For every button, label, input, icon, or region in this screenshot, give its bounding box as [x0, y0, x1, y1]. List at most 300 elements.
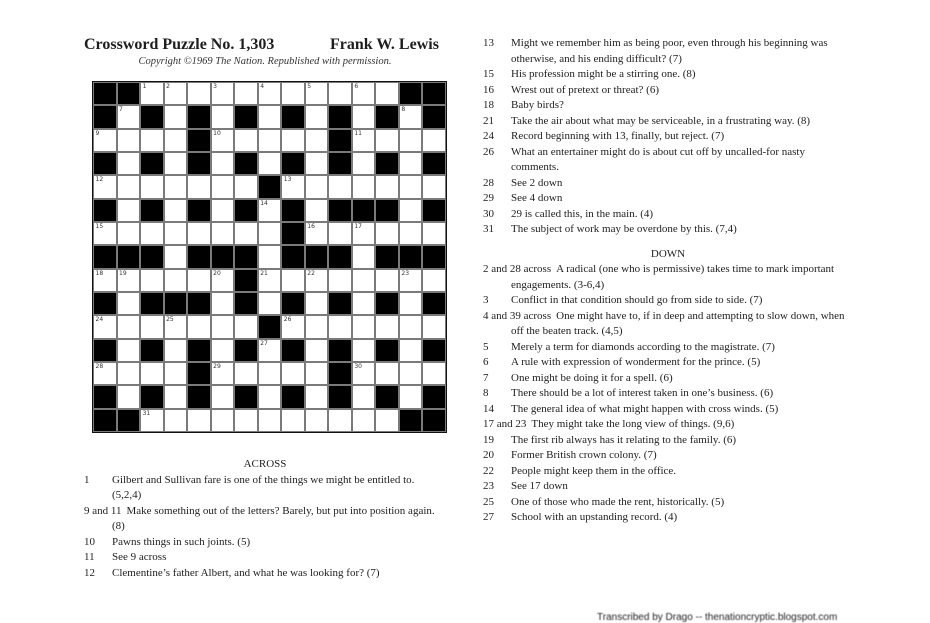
grid-cell[interactable] [305, 409, 329, 432]
grid-cell[interactable] [164, 409, 188, 432]
grid-cell-black [93, 409, 117, 432]
grid-cell-black [375, 105, 399, 128]
grid-cell[interactable] [399, 339, 423, 362]
grid-cell-black [258, 315, 282, 338]
grid-cell[interactable] [422, 362, 446, 385]
grid-cell[interactable] [258, 269, 282, 292]
grid-cell[interactable] [352, 339, 376, 362]
clue-number: 21 [483, 114, 494, 127]
grid-cell[interactable] [399, 105, 423, 128]
grid-cell[interactable] [375, 175, 399, 198]
cell-number: 7 [119, 106, 123, 114]
grid-cell[interactable] [211, 82, 235, 105]
grid-cell-black [258, 175, 282, 198]
grid-cell[interactable] [164, 315, 188, 338]
clue-text: See 9 across [112, 551, 167, 563]
clue-number: 24 [483, 130, 494, 142]
across-clue [84, 566, 446, 582]
grid-cell-black [187, 292, 211, 315]
grid-cell-black [140, 105, 164, 128]
grid-cell[interactable] [164, 339, 188, 362]
clue-text: Take the air about what may be serviceable, in a frustrating way. (8) [511, 114, 811, 127]
grid-cell-black [234, 152, 258, 175]
grid-cell[interactable] [234, 315, 258, 338]
down-clue [483, 340, 853, 356]
clue-text: The general idea of what might happen with cross winds. (5) [511, 402, 779, 415]
clue-number: 8 [483, 387, 489, 399]
grid-cell-black [399, 82, 423, 105]
grid-cell-black [234, 245, 258, 268]
grid-cell-black [422, 245, 446, 268]
grid-cell[interactable] [117, 222, 141, 245]
down-clue [483, 417, 853, 433]
cell-number: 30 [354, 363, 362, 370]
grid-cell-black [328, 339, 352, 362]
grid-cell-black [234, 292, 258, 315]
down-clue [483, 293, 853, 309]
grid-cell[interactable] [211, 292, 235, 315]
grid-cell[interactable] [281, 269, 305, 292]
grid-cell[interactable] [117, 269, 141, 292]
grid-cell[interactable] [305, 82, 329, 105]
grid-cell[interactable] [187, 315, 211, 338]
grid-cell[interactable] [375, 269, 399, 292]
grid-cell[interactable] [258, 245, 282, 268]
grid-cell[interactable] [305, 362, 329, 385]
grid-cell-black [281, 292, 305, 315]
grid-cell[interactable] [93, 315, 117, 338]
grid-cell[interactable] [140, 269, 164, 292]
grid-cell-black [140, 385, 164, 408]
across-clue [483, 129, 853, 145]
grid-cell[interactable] [399, 199, 423, 222]
grid-cell-black [281, 105, 305, 128]
grid-cell[interactable] [140, 175, 164, 198]
grid-cell-black [281, 152, 305, 175]
grid-cell[interactable] [211, 409, 235, 432]
grid-cell[interactable] [93, 269, 117, 292]
clue-number: 25 [483, 495, 494, 508]
grid-cell[interactable] [117, 315, 141, 338]
across-clue [483, 207, 853, 223]
grid-cell[interactable] [328, 175, 352, 198]
clue-text: Make something out of the letters? Barely, but put into position again. (8) [112, 504, 435, 532]
cell-number: 16 [307, 223, 315, 230]
grid-cell[interactable] [375, 362, 399, 385]
grid-cell[interactable] [422, 129, 446, 152]
grid-cell-black [328, 105, 352, 128]
grid-cell-black [375, 245, 399, 268]
grid-cell[interactable] [140, 409, 164, 432]
grid-cell-black [328, 385, 352, 408]
grid-cell[interactable] [375, 129, 399, 152]
grid-cell[interactable] [117, 292, 141, 315]
grid-cell[interactable] [164, 129, 188, 152]
grid-cell[interactable] [422, 175, 446, 198]
grid-cell[interactable] [93, 362, 117, 385]
grid-cell[interactable] [305, 175, 329, 198]
clue-number: 31 [483, 223, 494, 235]
clue-number: 14 [483, 402, 494, 415]
grid-cell-black [187, 245, 211, 268]
grid-cell[interactable] [234, 222, 258, 245]
grid-cell-black [93, 245, 117, 268]
grid-cell[interactable] [352, 292, 376, 315]
grid-cell[interactable] [117, 385, 141, 408]
clue-number: 30 [483, 207, 494, 220]
clue-text: Record beginning with 13, finally, but reject. (7) [511, 130, 725, 142]
grid-cell[interactable] [211, 199, 235, 222]
puzzle-title: Crossword Puzzle No. 1,303 [84, 36, 275, 53]
grid-cell-black [234, 269, 258, 292]
clue-number: 23 [483, 480, 494, 492]
grid-cell-black [328, 362, 352, 385]
grid-cell-black [422, 199, 446, 222]
grid-cell[interactable] [211, 362, 235, 385]
grid-cell-black [281, 339, 305, 362]
grid-cell[interactable] [352, 105, 376, 128]
grid-cell[interactable] [117, 362, 141, 385]
grid-cell[interactable] [399, 129, 423, 152]
cell-number: 9 [95, 129, 100, 137]
grid-cell-black [328, 129, 352, 152]
across-clue [483, 176, 853, 192]
grid-cell[interactable] [328, 409, 352, 432]
grid-cell[interactable] [117, 105, 141, 128]
grid-cell[interactable] [352, 129, 376, 152]
grid-cell[interactable] [305, 385, 329, 408]
grid-cell-black [117, 245, 141, 268]
clue-text: See 4 down [511, 192, 563, 204]
grid-cell[interactable] [211, 129, 235, 152]
cell-number: 11 [354, 129, 362, 137]
grid-cell[interactable] [305, 199, 329, 222]
across-clue [483, 83, 853, 99]
grid-cell[interactable] [422, 315, 446, 338]
grid-cell[interactable] [328, 269, 352, 292]
grid-cell[interactable] [305, 152, 329, 175]
clue-text: What an entertainer might do is about cut off by uncalled-for nasty comments. [511, 145, 805, 173]
clue-text: Conflict in that condition should go from side to side. (7) [511, 294, 763, 306]
cell-number: 24 [95, 316, 104, 324]
cell-number: 13 [283, 176, 292, 184]
clue-number: 7 [483, 371, 489, 384]
grid-cell[interactable] [211, 269, 235, 292]
grid-cell[interactable] [352, 175, 376, 198]
clue-text: One might have to, if in deep and attempting to slow down, when off the beaten track. (4,5) [511, 309, 845, 337]
clue-text: Might we remember him as being poor, even through his beginning was otherwise, and his ending difficult? (7) [511, 37, 828, 65]
grid-cell[interactable] [164, 385, 188, 408]
down-clue [483, 495, 853, 511]
grid-cell[interactable] [164, 222, 188, 245]
grid-cell[interactable] [164, 152, 188, 175]
across-clue [84, 550, 446, 566]
grid-cell[interactable] [399, 292, 423, 315]
grid-cell[interactable] [305, 315, 329, 338]
grid-cell[interactable] [352, 82, 376, 105]
grid-cell-black [234, 105, 258, 128]
grid-cell[interactable] [211, 175, 235, 198]
grid-cell-black [422, 292, 446, 315]
grid-cell[interactable] [164, 362, 188, 385]
grid-cell-black [211, 245, 235, 268]
grid-cell[interactable] [281, 409, 305, 432]
across-clue [483, 67, 853, 83]
grid-cell[interactable] [211, 152, 235, 175]
grid-cell[interactable] [399, 385, 423, 408]
clue-text: One might be doing it for a spell. (6) [511, 371, 673, 384]
grid-cell[interactable] [258, 409, 282, 432]
grid-cell-black [375, 339, 399, 362]
clue-number: 16 [483, 83, 494, 96]
grid-cell[interactable] [234, 129, 258, 152]
grid-cell[interactable] [352, 245, 376, 268]
clue-number: 26 [483, 145, 494, 158]
grid-cell[interactable] [258, 385, 282, 408]
grid-cell[interactable] [187, 175, 211, 198]
grid-cell[interactable] [422, 269, 446, 292]
grid-cell[interactable] [375, 82, 399, 105]
copyright-notice: Copyright ©1969 The Nation. Republished with permission. [138, 56, 392, 67]
grid-cell[interactable] [258, 339, 282, 362]
grid-cell[interactable] [258, 105, 282, 128]
grid-cell[interactable] [117, 339, 141, 362]
grid-cell[interactable] [352, 409, 376, 432]
cell-number: 21 [260, 269, 268, 277]
grid-cell-black [328, 199, 352, 222]
crossword-grid [92, 81, 447, 433]
puzzle-title-row [84, 36, 446, 56]
clue-text: See 2 down [511, 176, 563, 189]
down-clue [483, 371, 853, 387]
across-clue [483, 36, 853, 67]
grid-cell-black [187, 105, 211, 128]
across-clue [483, 114, 853, 130]
cell-number: 1 [142, 83, 147, 90]
grid-cell[interactable] [258, 292, 282, 315]
clue-number: 6 [483, 356, 489, 368]
grid-cell[interactable] [352, 315, 376, 338]
grid-cell[interactable] [211, 385, 235, 408]
clue-text: Baby birds? [511, 99, 564, 111]
grid-cell[interactable] [399, 152, 423, 175]
grid-cell-black [140, 245, 164, 268]
grid-cell[interactable] [258, 222, 282, 245]
grid-cell[interactable] [93, 222, 117, 245]
clue-number: 15 [483, 68, 494, 80]
grid-cell[interactable] [305, 105, 329, 128]
across-heading: ACROSS [243, 458, 287, 470]
grid-cell[interactable] [305, 292, 329, 315]
grid-cell-black [93, 199, 117, 222]
grid-cell-black [93, 105, 117, 128]
grid-cell-black [375, 152, 399, 175]
grid-cell[interactable] [281, 362, 305, 385]
grid-cell[interactable] [140, 315, 164, 338]
clue-number: 28 [483, 176, 494, 189]
clue-text: One of those who made the rent, historically. (5) [511, 495, 725, 508]
grid-cell[interactable] [164, 105, 188, 128]
grid-cell[interactable] [164, 82, 188, 105]
clue-text: The first rib always has it relating to the family. (6) [511, 433, 737, 446]
grid-cell[interactable] [352, 362, 376, 385]
clue-number: 17 and 23 [483, 418, 527, 430]
clue-number: 19 [483, 433, 494, 446]
grid-cell[interactable] [211, 105, 235, 128]
grid-cell[interactable] [375, 409, 399, 432]
cell-number: 8 [401, 106, 406, 114]
grid-cell-black [187, 129, 211, 152]
down-heading: DOWN [650, 247, 686, 260]
grid-cell-black [187, 339, 211, 362]
grid-cell[interactable] [211, 339, 235, 362]
grid-cell[interactable] [164, 175, 188, 198]
grid-cell[interactable] [93, 129, 117, 152]
grid-cell-black [305, 245, 329, 268]
grid-cell[interactable] [140, 362, 164, 385]
grid-cell[interactable] [234, 362, 258, 385]
grid-cell[interactable] [305, 222, 329, 245]
grid-cell[interactable] [187, 409, 211, 432]
grid-cell-black [140, 199, 164, 222]
clue-number: 3 [483, 294, 489, 306]
grid-cell[interactable] [399, 175, 423, 198]
grid-cell[interactable] [258, 362, 282, 385]
grid-cell-black [375, 292, 399, 315]
clue-number: 13 [483, 37, 494, 49]
down-clue [483, 309, 853, 340]
clue-number: 9 and 11 [84, 504, 122, 517]
grid-cell[interactable] [258, 199, 282, 222]
grid-cell[interactable] [234, 82, 258, 105]
grid-cell[interactable] [399, 362, 423, 385]
grid-cell[interactable] [117, 175, 141, 198]
cell-number: 2 [166, 83, 170, 90]
grid-cell[interactable] [352, 152, 376, 175]
cell-number: 15 [95, 223, 104, 230]
clue-text: His profession might be a stirring one. (8) [511, 68, 696, 80]
grid-cell[interactable] [281, 129, 305, 152]
grid-cell-black [117, 409, 141, 432]
grid-cell-black [140, 152, 164, 175]
grid-cell[interactable] [211, 315, 235, 338]
down-clue [483, 402, 853, 418]
grid-cell[interactable] [422, 222, 446, 245]
grid-cell[interactable] [328, 222, 352, 245]
cell-number: 27 [260, 339, 268, 347]
grid-cell[interactable] [187, 82, 211, 105]
down-clue [483, 479, 853, 495]
cell-number: 22 [307, 269, 315, 277]
grid-cell-black [422, 385, 446, 408]
grid-cell[interactable] [352, 385, 376, 408]
grid-cell[interactable] [328, 82, 352, 105]
grid-cell-black [187, 152, 211, 175]
grid-cell[interactable] [234, 175, 258, 198]
across-clue [483, 191, 853, 207]
grid-cell[interactable] [399, 269, 423, 292]
grid-cell[interactable] [164, 245, 188, 268]
grid-cell[interactable] [93, 175, 117, 198]
grid-cell-black [140, 339, 164, 362]
cell-number: 12 [95, 176, 104, 184]
across-clue [84, 535, 446, 551]
grid-cell-black [422, 152, 446, 175]
grid-cell[interactable] [305, 129, 329, 152]
clue-text: Gilbert and Sullivan fare is one of the things we might be entitled to. (5,2,4) [112, 473, 415, 501]
grid-cell-black [375, 199, 399, 222]
grid-cell-black [93, 152, 117, 175]
grid-cell[interactable] [164, 199, 188, 222]
grid-cell[interactable] [281, 175, 305, 198]
grid-cell-black [164, 292, 188, 315]
grid-cell[interactable] [140, 222, 164, 245]
grid-cell-black [187, 362, 211, 385]
grid-cell[interactable] [352, 222, 376, 245]
grid-cell[interactable] [234, 409, 258, 432]
grid-cell[interactable] [140, 129, 164, 152]
clue-text: School with an upstanding record. (4) [511, 511, 678, 523]
clue-number: 11 [84, 551, 95, 563]
grid-cell[interactable] [117, 129, 141, 152]
puzzle-author: Frank W. Lewis [330, 36, 439, 53]
grid-cell[interactable] [140, 82, 164, 105]
grid-cell[interactable] [281, 82, 305, 105]
down-clue [483, 386, 853, 402]
grid-cell-black [93, 82, 117, 105]
cell-number: 25 [166, 316, 174, 324]
grid-cell[interactable] [164, 269, 188, 292]
grid-cell-black [422, 82, 446, 105]
clue-number: 5 [483, 340, 489, 353]
grid-cell[interactable] [375, 315, 399, 338]
grid-cell[interactable] [305, 339, 329, 362]
grid-cell[interactable] [117, 152, 141, 175]
grid-cell-black [399, 409, 423, 432]
grid-cell[interactable] [117, 199, 141, 222]
clue-number: 1 [84, 473, 90, 486]
grid-cell-black [422, 409, 446, 432]
grid-cell[interactable] [258, 129, 282, 152]
grid-cell[interactable] [187, 222, 211, 245]
grid-cell[interactable] [399, 315, 423, 338]
cell-number: 26 [283, 316, 292, 324]
grid-cell-black [352, 199, 376, 222]
clue-text: Former British crown colony. (7) [511, 449, 657, 461]
grid-cell[interactable] [305, 269, 329, 292]
grid-cell[interactable] [399, 222, 423, 245]
clue-text: They might take the long view of things. (9,6) [531, 418, 735, 430]
down-clue [483, 510, 853, 526]
grid-cell[interactable] [211, 222, 235, 245]
clue-text: Clementine’s father Albert, and what he was looking for? (7) [112, 566, 380, 579]
clue-number: 10 [84, 535, 95, 548]
grid-cell[interactable] [258, 82, 282, 105]
cell-number: 31 [142, 409, 151, 417]
grid-cell[interactable] [352, 269, 376, 292]
grid-cell-black [140, 292, 164, 315]
grid-cell-black [93, 292, 117, 315]
across-clue [483, 98, 853, 114]
grid-cell[interactable] [258, 152, 282, 175]
grid-cell[interactable] [187, 269, 211, 292]
grid-cell-black [281, 199, 305, 222]
grid-cell[interactable] [375, 222, 399, 245]
cell-number: 6 [354, 83, 359, 90]
down-clue [483, 355, 853, 371]
grid-cell[interactable] [281, 315, 305, 338]
grid-cell[interactable] [328, 315, 352, 338]
